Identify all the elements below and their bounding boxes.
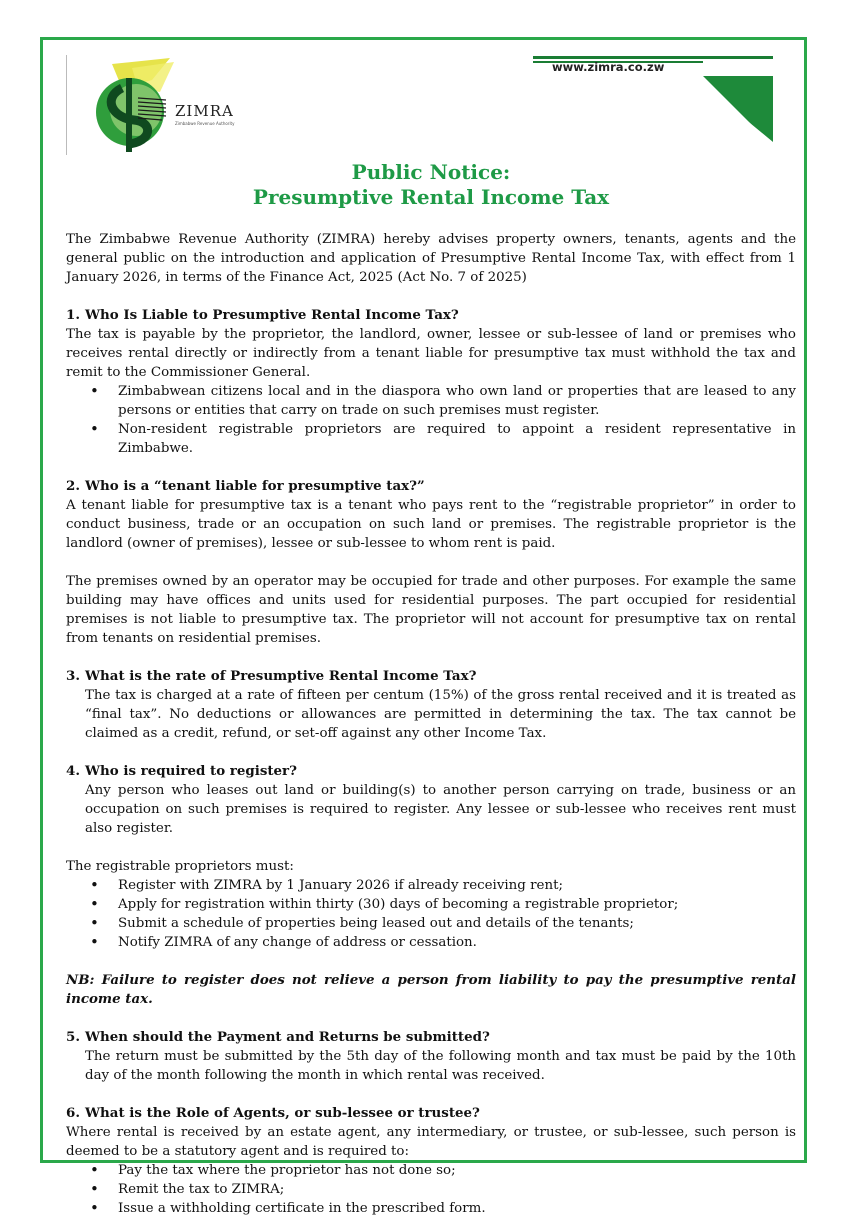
section-4-heading: 4. Who is required to register?: [66, 763, 297, 779]
list-item: • Remit the tax to ZIMRA;: [66, 1180, 796, 1199]
section-2-body: A tenant liable for presumptive tax is a tenant who pays rent to the “registrable proprietor” in order to conduct business, trade or an occupation on such land or premises. The registrable proprietor is the landlord (owner of premises), lessee or sub-lessee to whom rent is paid.: [66, 498, 796, 551]
list-item: • Zimbabwean citizens local and in the diaspora who own land or properties that are leased to any persons or entities that carry on trade on such premises must register.: [66, 382, 796, 420]
list-item: • Notify ZIMRA of any change of address or cessation.: [66, 933, 796, 952]
section-3-heading: 3. What is the rate of Presumptive Rental Income Tax?: [66, 668, 477, 684]
logo-subtext: Zimbabwe Revenue Authority: [175, 121, 235, 126]
intro-paragraph: The Zimbabwe Revenue Authority (ZIMRA) hereby advises property owners, tenants, agents and the general public on the introduction and application of Presumptive Rental Income Tax, with effect from 1 January 2026, in terms of the Finance Act, 2025 (Act No. 7 of 2025): [66, 232, 796, 285]
website-link[interactable]: www.zimra.co.zw: [552, 60, 665, 74]
notice-title: Public Notice:: [351, 160, 511, 184]
section-4-list: [66, 876, 796, 952]
section-1-body: The tax is payable by the proprietor, the landlord, owner, lessee or sub-lessee of land or premises who receives rental directly or indirectly from a tenant liable for presumptive tax must withhold the tax and remit to the Commissioner General.: [66, 327, 796, 380]
logo-divider: [66, 55, 67, 155]
section-5-body: The return must be submitted by the 5th day of the following month and tax must be paid by the 10th day of the month following the month in which rental was received.: [85, 1049, 796, 1083]
section-3-body: The tax is charged at a rate of fifteen per centum (15%) of the gross rental received and it is treated as “final tax”. No deductions or allowances are permitted in determining the tax. The tax cannot be claimed as a credit, refund, or set-off against any other Income Tax.: [85, 688, 796, 741]
section-1-list: [66, 382, 796, 458]
section-6-body: Where rental is received by an estate agent, any intermediary, or trustee, or sub-lessee, such person is deemed to be a statutory agent and is required to:: [66, 1125, 796, 1159]
section-6-heading: 6. What is the Role of Agents, or sub-lessee or trustee?: [66, 1105, 480, 1121]
section-6-list: [66, 1161, 796, 1218]
section-1-heading: 1. Who Is Liable to Presumptive Rental Income Tax?: [66, 307, 459, 323]
list-item: • Non-resident registrable proprietors are required to appoint a resident representative in Zimbabwe.: [66, 420, 796, 458]
registration-note: NB: Failure to register does not relieve a person from liability to pay the presumptive rental income tax.: [66, 972, 796, 1007]
section-2-heading: 2. Who is a “tenant liable for presumptive tax?”: [66, 478, 425, 494]
logo-wordmark: ZIMRA: [175, 102, 234, 120]
list-item: • Issue a withholding certificate in the prescribed form.: [66, 1199, 796, 1218]
list-item: • Register with ZIMRA by 1 January 2026 if already receiving rent;: [66, 876, 796, 895]
section-5-heading: 5. When should the Payment and Returns be submitted?: [66, 1029, 490, 1045]
zimra-logo-icon: [82, 58, 177, 156]
list-item: • Submit a schedule of properties being leased out and details of the tenants;: [66, 914, 796, 933]
notice-subtitle: Presumptive Rental Income Tax: [252, 185, 610, 209]
list-item: • Apply for registration within thirty (30) days of becoming a registrable proprietor;: [66, 895, 796, 914]
section-4-body: Any person who leases out land or building(s) to another person carrying on trade, business or an occupation on such premises is required to register. Any lessee or sub-lessee who receives rent must also register.: [85, 783, 796, 836]
section-2-body-2: The premises owned by an operator may be occupied for trade and other purposes. For example the same building may have offices and units used for residential purposes. The part occupied for residential premises is not liable to presumptive tax. The proprietor will not account for presumptive tax on rental from tenants on residential premises.: [66, 574, 796, 646]
notice-body: [66, 230, 796, 1218]
section-4-sublead: The registrable proprietors must:: [66, 859, 294, 874]
list-item: • Pay the tax where the proprietor has not done so;: [66, 1161, 796, 1180]
